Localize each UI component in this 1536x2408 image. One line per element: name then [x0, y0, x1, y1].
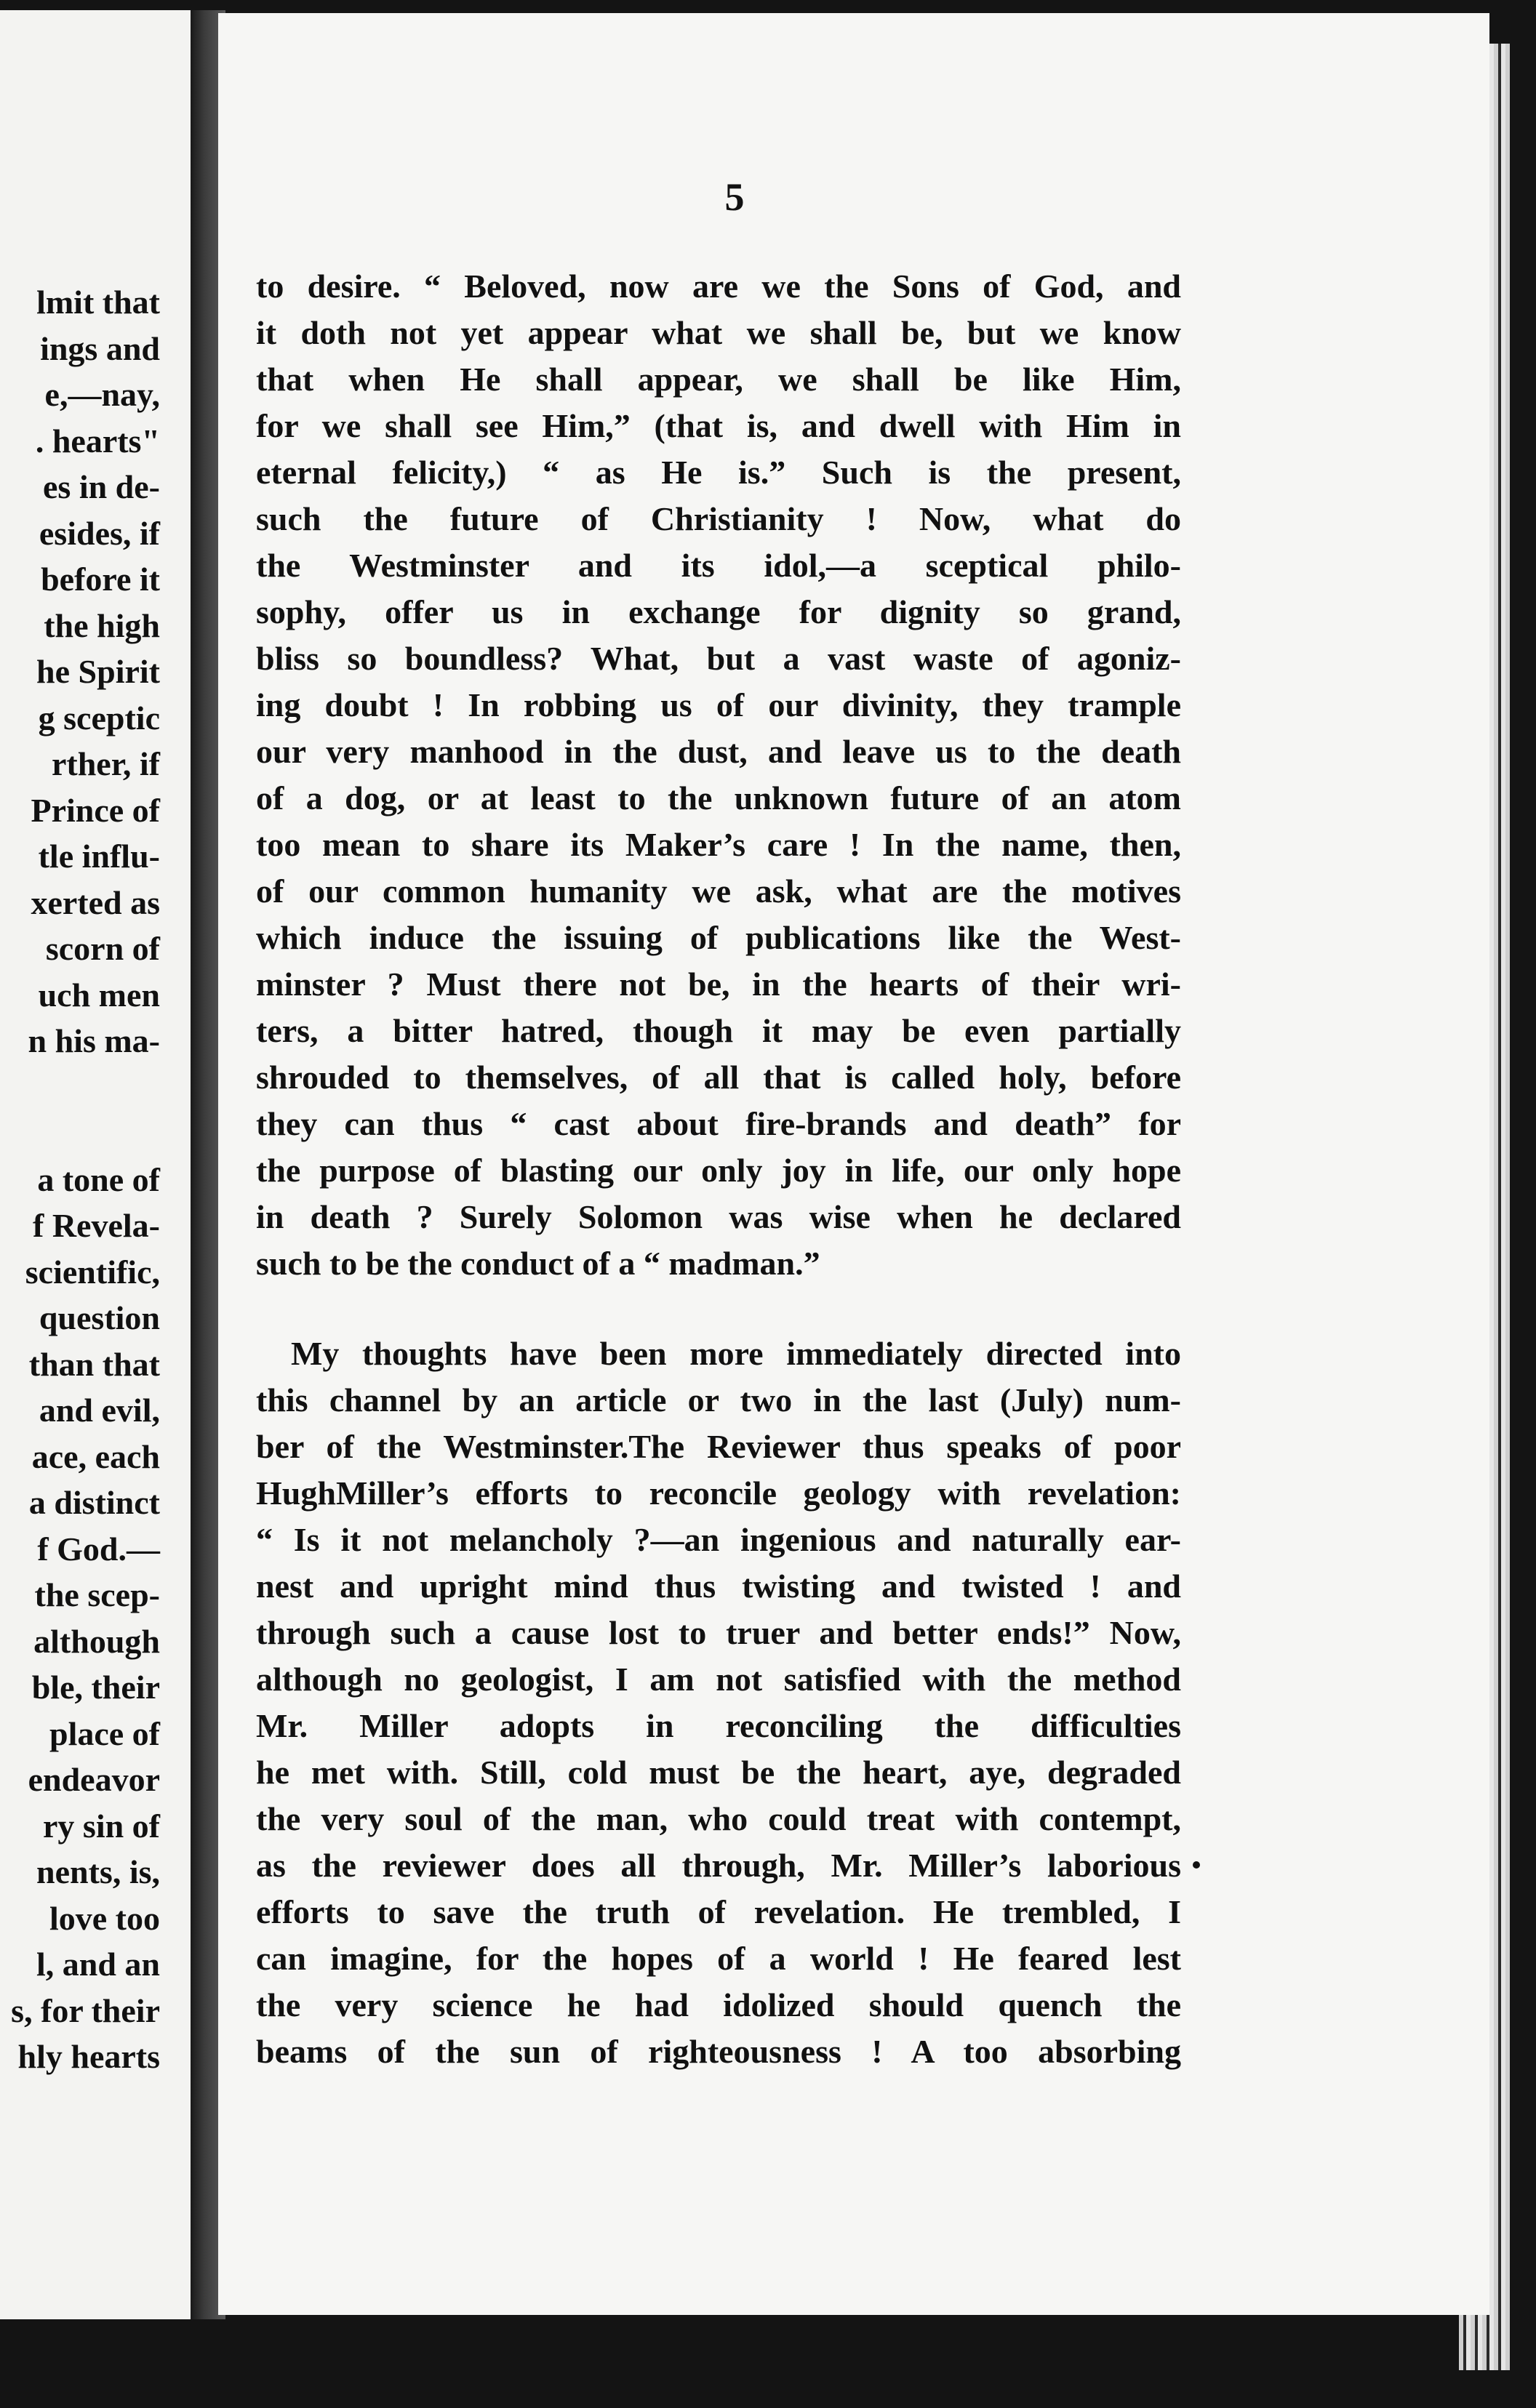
text-line: minster ? Must there not be, in the hearts of their wri-	[256, 966, 1181, 1003]
text-line: such the future of Christianity ! Now, what do	[256, 500, 1181, 537]
text-line: through such a cause lost to truer and better ends!” Now,	[256, 1614, 1181, 1651]
text-line: that when He shall appear, we shall be like Him,	[256, 361, 1181, 398]
text-line: in death ? Surely Solomon was wise when he declared	[256, 1198, 1181, 1235]
text-line: of a dog, or at least to the unknown future of an atom	[256, 779, 1181, 816]
body-text	[256, 263, 1181, 2075]
text-line: it doth not yet appear what we shall be, but we know	[256, 314, 1181, 351]
text-line: for we shall see Him,” (that is, and dwell with Him in	[256, 407, 1181, 444]
left-line: . hearts"	[35, 422, 160, 459]
text-line: efforts to save the truth of revelation. He trembled, I	[256, 1893, 1181, 1930]
paragraph-gap	[256, 1287, 1181, 1331]
paragraph-1	[256, 263, 1181, 1287]
left-line: Prince of	[31, 791, 160, 829]
left-line: esides, if	[39, 514, 160, 552]
paragraph-2	[256, 1331, 1181, 2075]
text-line: ing doubt ! In robbing us of our divinity, they trample	[256, 686, 1181, 723]
text-line: eternal felicity,) “ as He is.” Such is the present,	[256, 454, 1181, 491]
text-line: he met with. Still, cold must be the heart, aye, degraded	[256, 1754, 1181, 1791]
text-line: although no geologist, I am not satisfied with the method	[256, 1661, 1181, 1698]
text-line: the Westminster and its idol,—a sceptical philo-	[256, 547, 1181, 584]
text-line: sophy, offer us in exchange for dignity so grand,	[256, 593, 1181, 630]
left-line: scorn of	[45, 930, 160, 967]
left-line: and evil,	[39, 1392, 160, 1429]
left-line: question	[39, 1299, 160, 1336]
left-line: es in de-	[43, 468, 160, 505]
text-line: ters, a bitter hatred, though it may be even partially	[256, 1012, 1181, 1049]
text-line: “ Is it not melancholy ?—an ingenious and naturally ear-	[256, 1521, 1181, 1558]
left-line: ings and	[40, 329, 160, 367]
text-line: HughMiller’s efforts to reconcile geology with revelation:	[256, 1474, 1181, 1512]
left-line: than that	[28, 1345, 160, 1383]
page-number: 5	[724, 175, 745, 219]
text-line: the very science he had idolized should quench the	[256, 1986, 1181, 2023]
left-page-fragment	[0, 10, 191, 2319]
text-line: they can thus “ cast about fire-brands and death” for	[256, 1105, 1181, 1142]
left-line: hly hearts	[17, 2038, 160, 2075]
left-line: uch men	[38, 976, 160, 1014]
text-line: ber of the Westminster.The Reviewer thus speaks of poor	[256, 1428, 1181, 1465]
margin-mark	[1193, 1861, 1200, 1869]
left-line: s, for their	[11, 1991, 160, 2029]
left-line: f Revela-	[33, 1207, 160, 1244]
text-line: as the reviewer does all through, Mr. Miller’s laborious	[256, 1847, 1181, 1884]
text-line: too mean to share its Maker’s care ! In the name, then,	[256, 826, 1181, 863]
left-line: a tone of	[37, 1160, 160, 1198]
text-line: such to be the conduct of a “ madman.”	[256, 1245, 820, 1282]
left-line: ace, each	[31, 1437, 160, 1475]
left-line: l, and an	[36, 1946, 160, 1983]
left-paragraph-gap	[0, 1064, 191, 1157]
left-line: ble, their	[31, 1669, 160, 1706]
text-line: which induce the issuing of publications like the West-	[256, 919, 1181, 956]
left-line: the high	[44, 606, 160, 644]
left-line: scientific,	[25, 1253, 160, 1291]
left-line: although	[33, 1622, 160, 1660]
left-line: lmit that	[36, 284, 160, 321]
left-line: the scep-	[34, 1576, 160, 1613]
left-line: xerted as	[31, 883, 160, 921]
text-line: Mr. Miller adopts in reconciling the difficulties	[256, 1707, 1181, 1744]
text-line: the purpose of blasting our only joy in life, our only hope	[256, 1152, 1181, 1189]
left-line: love too	[49, 1899, 160, 1937]
left-line: he Spirit	[36, 653, 160, 690]
left-line: before it	[41, 561, 160, 598]
left-line: nents, is,	[36, 1853, 160, 1890]
left-line: g sceptic	[38, 699, 160, 737]
left-line: a distinct	[28, 1484, 160, 1521]
left-line: tle influ-	[38, 838, 160, 875]
text-line: can imagine, for the hopes of a world ! He feared lest	[256, 1940, 1181, 1977]
left-page-text	[0, 279, 191, 2080]
left-line: n his ma-	[28, 1022, 160, 1059]
left-line: e,—nay,	[44, 376, 160, 413]
text-line: bliss so boundless? What, but a vast waste of agoniz-	[256, 640, 1181, 677]
text-line: the very soul of the man, who could treat with contempt,	[256, 1800, 1181, 1837]
left-line: f God.—	[37, 1530, 160, 1568]
text-line: of our common humanity we ask, what are the motives	[256, 872, 1181, 910]
left-line: rther, if	[51, 745, 160, 782]
text-line: shrouded to themselves, of all that is called holy, before	[256, 1059, 1181, 1096]
left-line: ry sin of	[43, 1807, 160, 1845]
text-line: nest and upright mind thus twisting and twisted ! and	[256, 1568, 1181, 1605]
text-line: beams of the sun of righteousness ! A too absorbing	[256, 2033, 1181, 2070]
text-line: our very manhood in the dust, and leave us to the death	[256, 733, 1181, 770]
left-line: endeavor	[28, 1761, 160, 1798]
text-line: this channel by an article or two in the last (July) num-	[256, 1381, 1181, 1418]
text-line: to desire. “ Beloved, now are we the Sons of God, and	[256, 268, 1181, 305]
left-line: place of	[49, 1714, 160, 1752]
text-line: My thoughts have been more immediately directed into	[291, 1335, 1181, 1372]
